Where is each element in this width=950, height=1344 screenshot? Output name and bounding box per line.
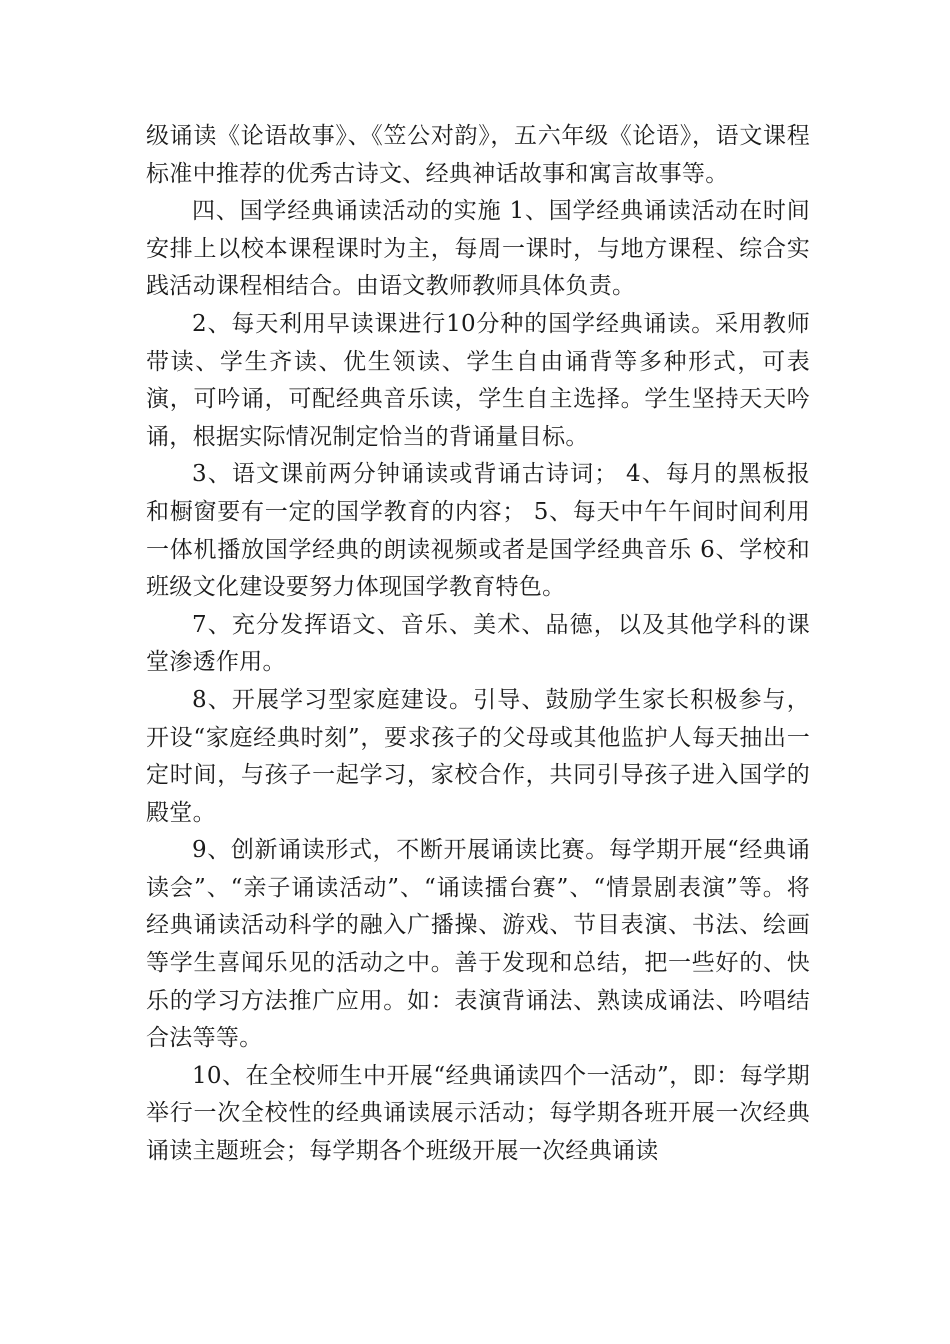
paragraph-1: 级诵读《论语故事》、《笠公对韵》，五六年级《论语》，语文课程标准中推荐的优秀古诗文、经典神话故事和寓言故事等。 xyxy=(146,123,810,187)
paragraph-3: 2、每天利用早读课进行10分种的国学经典诵读。采用教师带读、学生齐读、优生领读、学生自由诵背等多种形式，可表演，可吟诵，可配经典音乐读，学生自主选择。学生坚持天天吟诵，根据实际情况制定恰当的背诵量目标。 xyxy=(146,310,810,450)
paragraph-4: 3、语文课前两分钟诵读或背诵古诗词； 4、每月的黑板报和橱窗要有一定的国学教育的内容； 5、每天中午午间时间利用一体机播放国学经典的朗读视频或者是国学经典音乐 6、学校和班级文化建设要努力体现国学教育特色。 xyxy=(146,461,810,601)
paragraph-2: 四、国学经典诵读活动的实施 1、国学经典诵读活动在时间安排上以校本课程课时为主，每周一课时，与地方课程、综合实践活动课程相结合。由语文教师教师具体负责。 xyxy=(146,198,810,300)
document-body xyxy=(146,118,810,1171)
paragraph-6: 8、开展学习型家庭建设。引导、鼓励学生家长积极参与，开设“家庭经典时刻”，要求孩子的父母或其他监护人每天抽出一定时间，与孩子一起学习，家校合作，共同引导孩子进入国学的殿堂。 xyxy=(146,686,810,826)
paragraph-8: 10、在全校师生中开展“经典诵读四个一活动”，即：每学期举行一次全校性的经典诵读展示活动；每学期各班开展一次经典诵读主题班会；每学期各个班级开展一次经典诵读 xyxy=(146,1062,810,1165)
paragraph-5: 7、充分发挥语文、音乐、美术、品德，以及其他学科的课堂渗透作用。 xyxy=(146,611,810,676)
paragraph-7: 9、创新诵读形式，不断开展诵读比赛。每学期开展“经典诵读会”、“亲子诵读活动”、“诵读擂台赛”、“情景剧表演”等。将经典诵读活动科学的融入广播操、游戏、节目表演、书法、绘画等学生喜闻乐见的活动之中。善于发现和总结，把一些好的、快乐的学习方法推广应用。如：表演背诵法、熟读成诵法、吟唱结合法等等。 xyxy=(146,837,810,1052)
